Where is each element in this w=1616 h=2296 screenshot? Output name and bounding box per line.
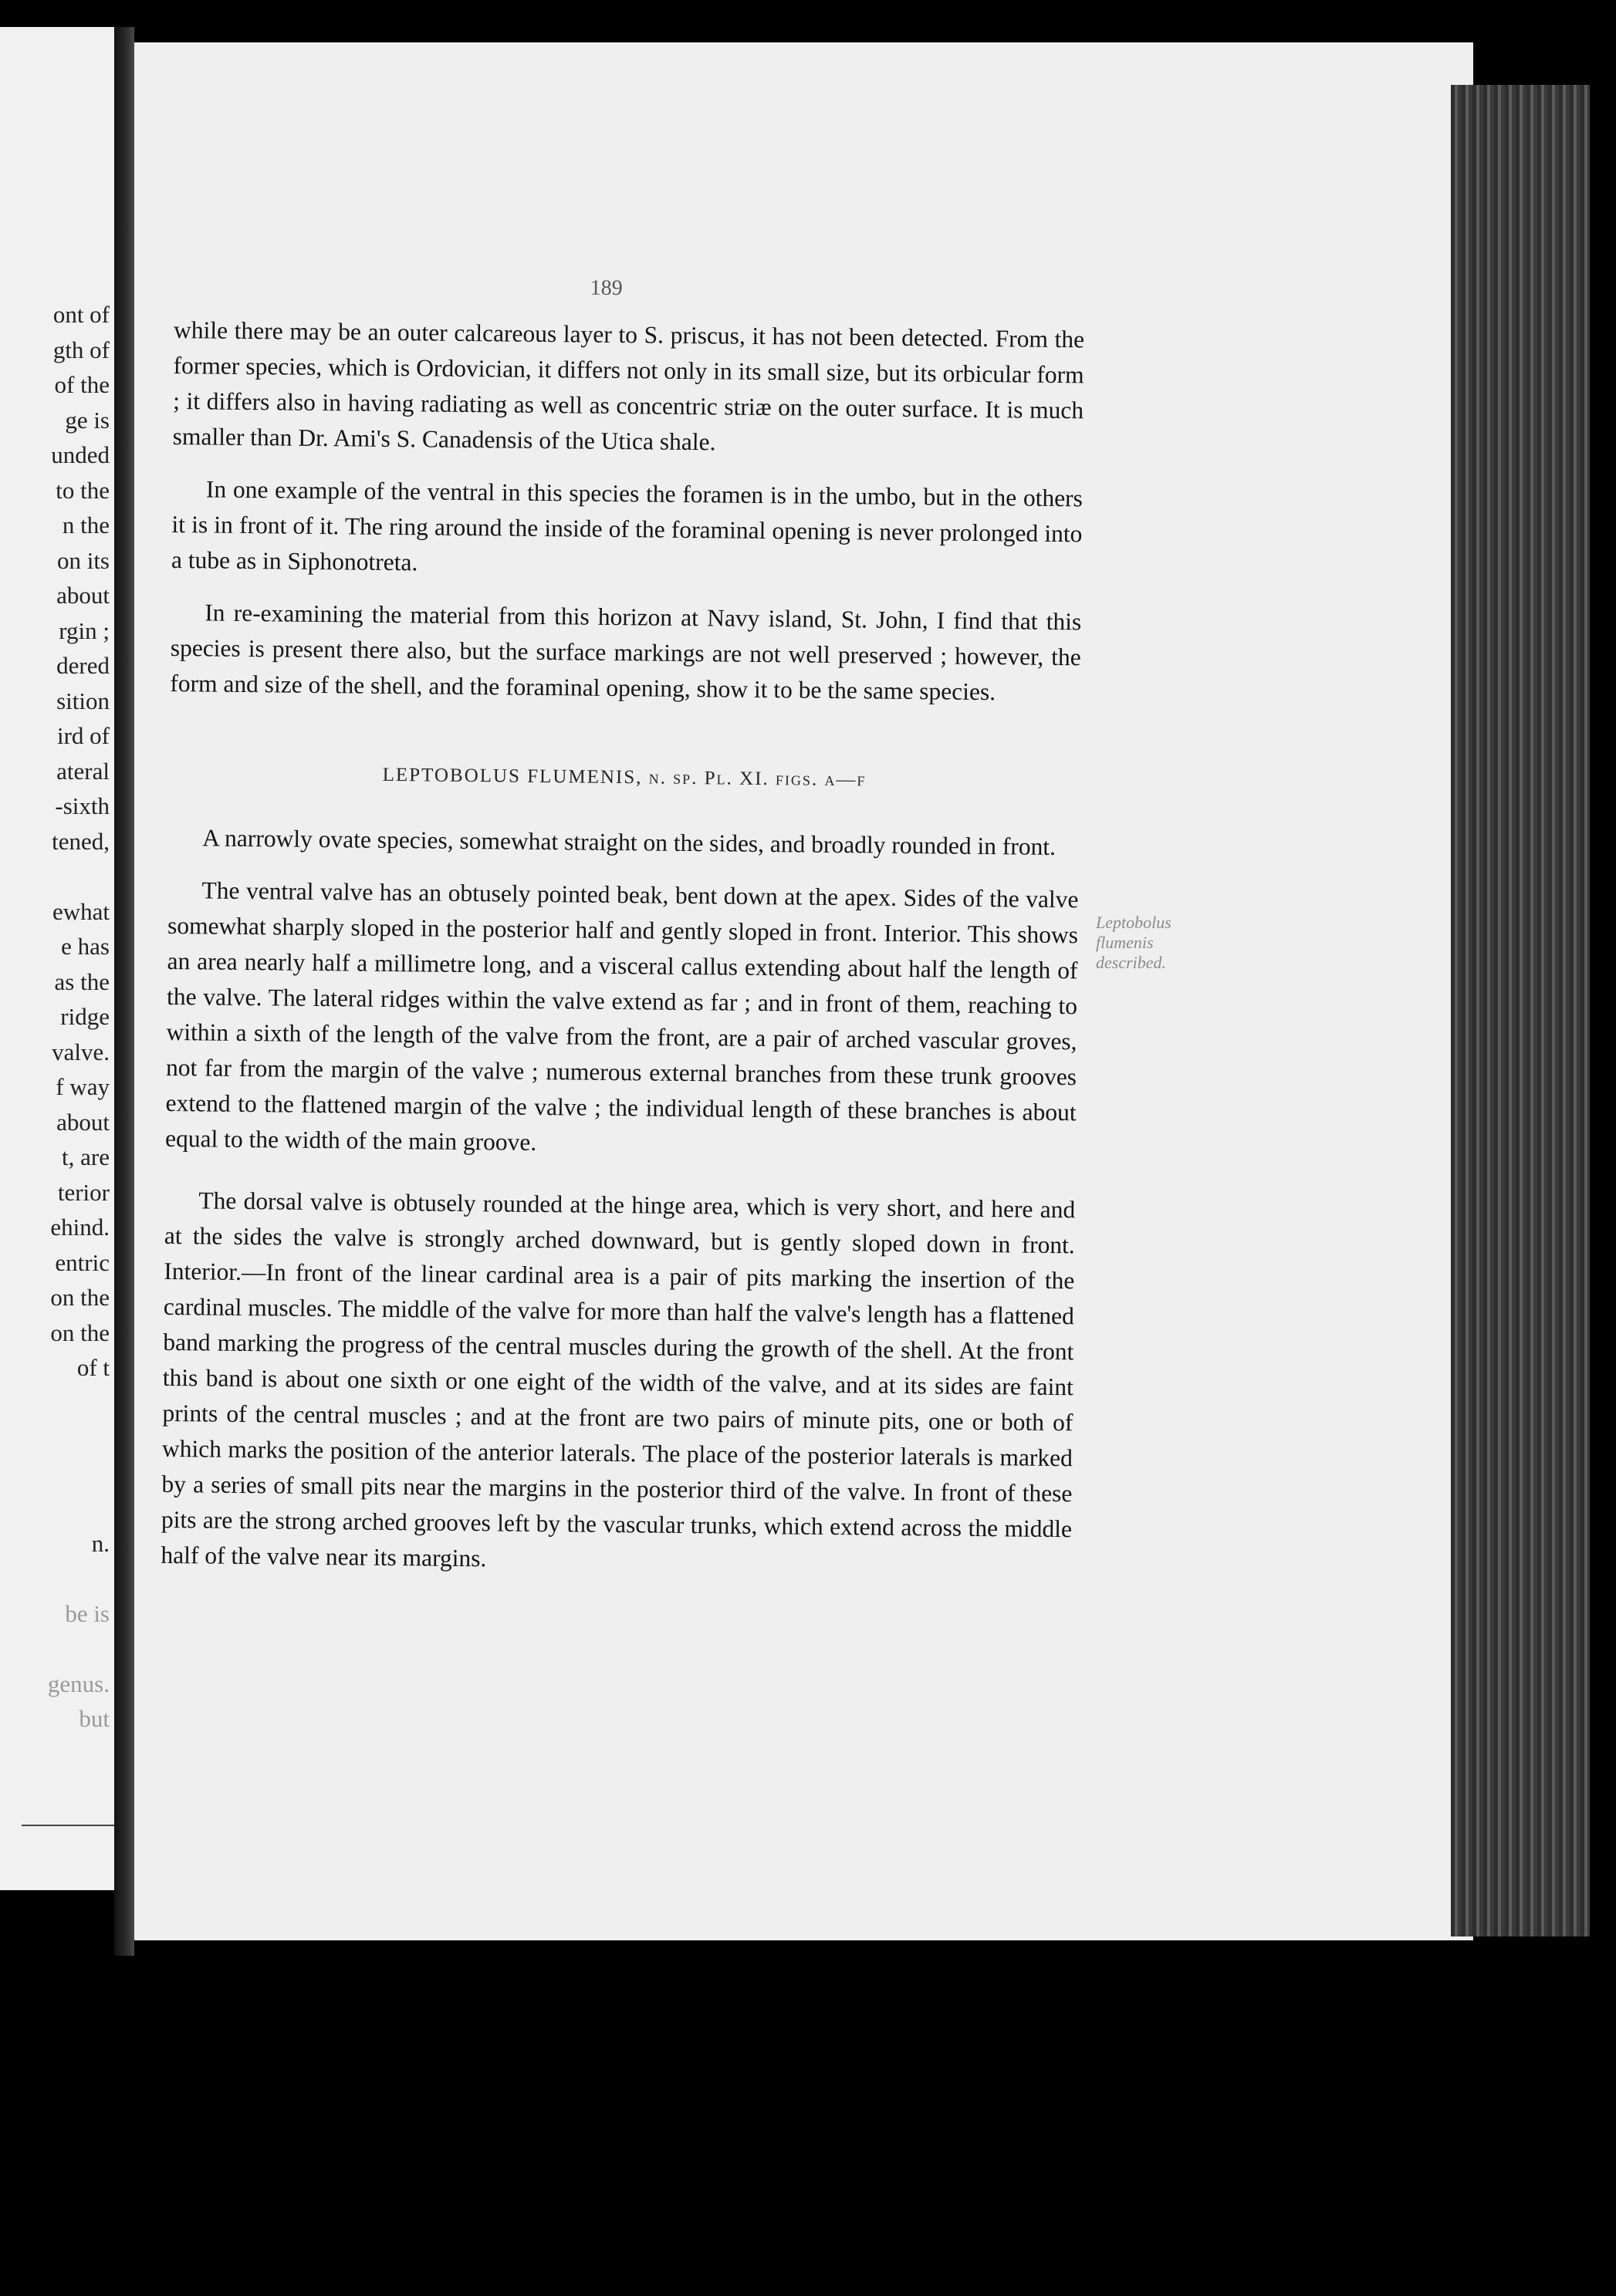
paragraph-ventral-valve: The ventral valve has an obtusely pointed beak, bent down at the apex. Sides of the valve somewhat sharply sloped in the posterior half and gently sloped in front. Interior. This shows an area nearly half a millimetre long, and a visceral callus extending about half the length of the valve. The lateral ridges within the valve extend as far ; and in front of them, reaching to within a sixth of the length of the valve from the front, are a pair of arched vascular groves, not far from the margin of the valve ; numerous external branches from these trunk grooves extend to the flattened margin of the valve ; the individual length of these branches is about equal to the width of the main groove. <box>164 876 1079 1156</box>
paragraph-navy-island: In re-examining the material from this horizon at Navy island, St. John, I find that this species is present there also, but the surface markings are not well preserved ; however, the form and size of the shell, and the foraminal opening, show it to be the same species. <box>170 599 1082 706</box>
left-page-fragment <box>0 859 110 894</box>
left-page-fragment: of t <box>76 1354 110 1381</box>
left-page-fragment <box>0 1420 110 1456</box>
margin-note <box>1096 913 1212 973</box>
left-page-fragment: to the <box>56 476 110 504</box>
left-page-fragment: valve. <box>52 1038 110 1065</box>
left-page-fragment: ird of <box>56 722 110 749</box>
paragraph-foramen: In one example of the ventral in this species the foramen is in the umbo, but in the others it is in front of it. The ring around the inside of the foraminal opening is never prolonged into a tube as in Siphonotreta. <box>171 475 1084 576</box>
left-page-fragment: but <box>79 1705 110 1732</box>
left-page-fragment: ehind. <box>50 1214 110 1241</box>
left-page-fragment: be is <box>65 1599 110 1627</box>
page-content <box>161 266 1085 1582</box>
left-page-fragment: f way <box>56 1073 110 1100</box>
species-heading: LEPTOBOLUS FLUMENIS, n. sp. Pl. XI. figs. a—f <box>382 764 867 791</box>
left-page-fragment: genus. <box>47 1670 110 1697</box>
paragraph-dorsal-valve: The dorsal valve is obtusely rounded at the hinge area, which is very short, and here and at the sides the valve is strongly arched downward, but is gently sloped down in front. Interior.—In front of the linear cardinal area is a pair of pits marking the insertion of the cardinal muscles. The middle of the valve for more than half the valve's length has a flattened band marking the progress of the central muscles during the growth of the shell. At the front this band is about one sixth or one eight of the width of the valve, and at its sides are faint prints of the central muscles ; and at the front are two pairs of minute pits, one or both of which marks the position of the anterior laterals. The place of the posterior laterals is marked by a series of small pits near the margins in the posterior third of the valve. In front of these pits are the strong arched grooves left by the vascular trunks, which extend across the middle half of the valve near its margins. <box>161 1187 1076 1572</box>
left-page-fragment <box>0 1561 110 1596</box>
left-page-fragment: dered <box>56 652 110 679</box>
paragraph-continuation: while there may be an outer calcareous layer to S. priscus, it has not been detected. From the former species, which is Ordovician, it differs not only in its small size, but its orbicular form ; it differs also in having radiating as well as concentric striæ on the outer surface. It is much smaller than Dr. Ami's S. Canadensis of the Utica shale. <box>172 316 1085 456</box>
left-page-fragment <box>0 1491 110 1526</box>
margin-note-line: Leptobolus <box>1096 913 1171 932</box>
page-number: 189 <box>590 275 623 301</box>
left-page-fragment: entric <box>55 1248 110 1276</box>
left-page-fragment: t, are <box>62 1143 110 1170</box>
left-page-fragment: sition <box>56 687 110 714</box>
left-page-fragment: about <box>56 1108 110 1136</box>
left-page-fragment: of the <box>54 371 110 398</box>
left-facing-page <box>0 27 115 1890</box>
left-page-fragment: on the <box>50 1284 110 1311</box>
left-page-fragment: on the <box>50 1319 110 1346</box>
left-page-fragment: unded <box>51 441 110 468</box>
left-page-fragment <box>0 1631 110 1666</box>
left-page-fragment: ateral <box>56 757 110 785</box>
left-page-fragment: e has <box>61 933 110 960</box>
left-page-fragment: as the <box>54 967 110 995</box>
left-page-fragment: ont of <box>52 301 110 328</box>
left-page-text-fragments <box>0 297 110 1737</box>
left-page-fragment: n the <box>62 512 110 539</box>
left-page-fragment: gth of <box>52 336 110 363</box>
left-page-fragment: ewhat <box>52 897 110 925</box>
left-page-fragment: terior <box>57 1178 110 1206</box>
book-gutter <box>114 27 134 1956</box>
left-page-fragment <box>0 1386 110 1421</box>
left-page-fragment: -sixth <box>55 792 110 819</box>
left-page-fragment: ridge <box>60 1003 110 1030</box>
left-page-fragment: on its <box>56 546 110 574</box>
left-page-fragment: about <box>56 582 110 609</box>
left-page-fragment: rgin ; <box>59 616 110 644</box>
left-page-footnote-rule <box>22 1825 114 1826</box>
left-page-fragment: ge is <box>65 406 110 434</box>
margin-note-line: described. <box>1096 953 1167 972</box>
left-page-fragment: tened, <box>52 827 110 855</box>
left-page-fragment: n. <box>91 1529 110 1557</box>
margin-note-line: flumenis <box>1096 933 1154 952</box>
paragraph-species-description: A narrowly ovate species, somewhat straight on the sides, and broadly rounded in front. <box>202 824 1056 860</box>
page-edges <box>1451 85 1590 1936</box>
left-page-fragment <box>0 1456 110 1491</box>
